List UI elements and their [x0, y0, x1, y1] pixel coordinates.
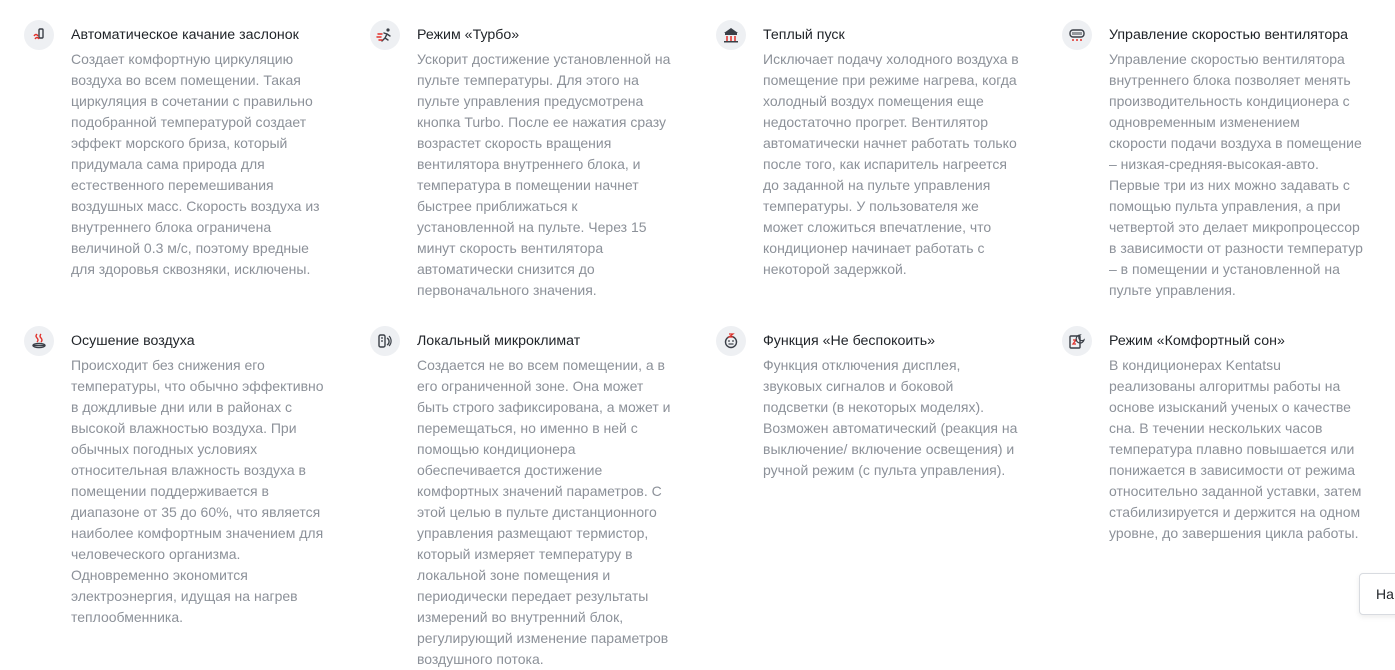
feature-title: Режим «Комфортный сон» [1109, 333, 1285, 349]
feature-description: Исключает подачу холодного воздуха в помещение при режиме нагрева, когда холодный воздух помещения еще недостаточно прогрет. Вентилятор автоматически начнет работать только после того, как испаритель нагреется до заданной на пульте управления температуры. У пользователя же может сложиться впечатление, что кондиционер начинает работать с некоторой задержкой. [763, 51, 1019, 277]
feature-title: Осушение воздуха [71, 333, 195, 349]
feature-title: Управление скоростью вентилятора [1109, 27, 1349, 43]
dehumidify-icon [24, 326, 54, 356]
feature-description: Создается не во всем помещении, а в его ограниченной зоне. Она может быть строго зафиксирована, а может и перемещаться, но именно в ней с помощью кондиционера обеспечивается достижение комфортных значений параметров. С этой целью в пульте дистанционного управления размещают термистор, который измеряет температуру в локальной зоне помещения и периодически передает результаты измерений во внутренний блок, регулирующий изменение параметров воздушного потока. [417, 357, 671, 667]
feature-title: Теплый пуск [763, 27, 845, 43]
feature-description: Ускорит достижение установленной на пульте температуры. Для этого на пульте управления предусмотрена кнопка Turbo. После ее нажатия сразу возрастет скорость вращения вентилятора внутреннего блока, и температура в помещении начнет быстрее приближаться к установленной на пульте. Через 15 минут скорость вентилятора автоматически снизится до первоначального значения. [417, 51, 671, 298]
feature-description: Происходит без снижения его температуры, что обычно эффективно в дождливые дни или в районах с высокой влажностью воздуха. При обычных погодных условиях относительная влажность воздуха в помещении поддерживается в диапазоне от 35 до 60%, что является наиболее комфортным значением для человеческого организма. Одновременно экономится электроэнергия, идущая на нагрев теплообменника. [71, 357, 324, 625]
floating-action-button[interactable]: На [1359, 573, 1395, 615]
fan-speed-icon [1062, 20, 1092, 50]
sleep-mode-icon [1062, 326, 1092, 356]
warm-start-icon [716, 20, 746, 50]
do-not-disturb-icon [716, 326, 746, 356]
feature-description: Функция отключения дисплея, звуковых сигналов и боковой подсветки (в некоторых моделях). Возможен автоматический (реакция на выключение/ включение освещения) и ручной режим (с пульта управления). [763, 357, 1018, 478]
feature-title: Режим «Турбо» [417, 27, 520, 43]
feature-title: Локальный микроклимат [417, 333, 581, 349]
feature-description: В кондиционерах Kentatsu реализованы алгоритмы работы на основе изысканий ученых о качестве сна. В течении нескольких часов температура плавно повышается или понижается в зависимости от режима относительно заданной уставки, затем стабилизируется и держится на одном уровне, до завершения цикла работы. [1109, 357, 1362, 541]
feature-description: Создает комфортную циркуляцию воздуха во всем помещении. Такая циркуляция в сочетании с правильно подобранной температурой создает эффект морского бриза, который придумала сама природа для естественного перемешивания воздушных масс. Скорость воздуха из внутреннего блока ограничена величиной 0.3 м/с, поэтому вредные для здоровья сквозняки, исключены. [71, 51, 320, 277]
feature-description: Управление скоростью вентилятора внутреннего блока позволяет менять производительность кондиционера с одновременным изменением скорости подачи воздуха в помещение – низкая-средняя-высокая-авто. Первые три из них можно задавать с помощью пульта управления, а при четвертой это делает микропроцессор в зависимости от разности температур – в помещении и установленной на пульте управления. [1109, 51, 1363, 298]
feature-title: Автоматическое качание заслонок [71, 27, 299, 43]
turbo-runner-icon [370, 20, 400, 50]
airflow-louver-icon [24, 20, 54, 50]
feature-title: Функция «Не беспокоить» [763, 333, 936, 349]
local-climate-icon [370, 326, 400, 356]
